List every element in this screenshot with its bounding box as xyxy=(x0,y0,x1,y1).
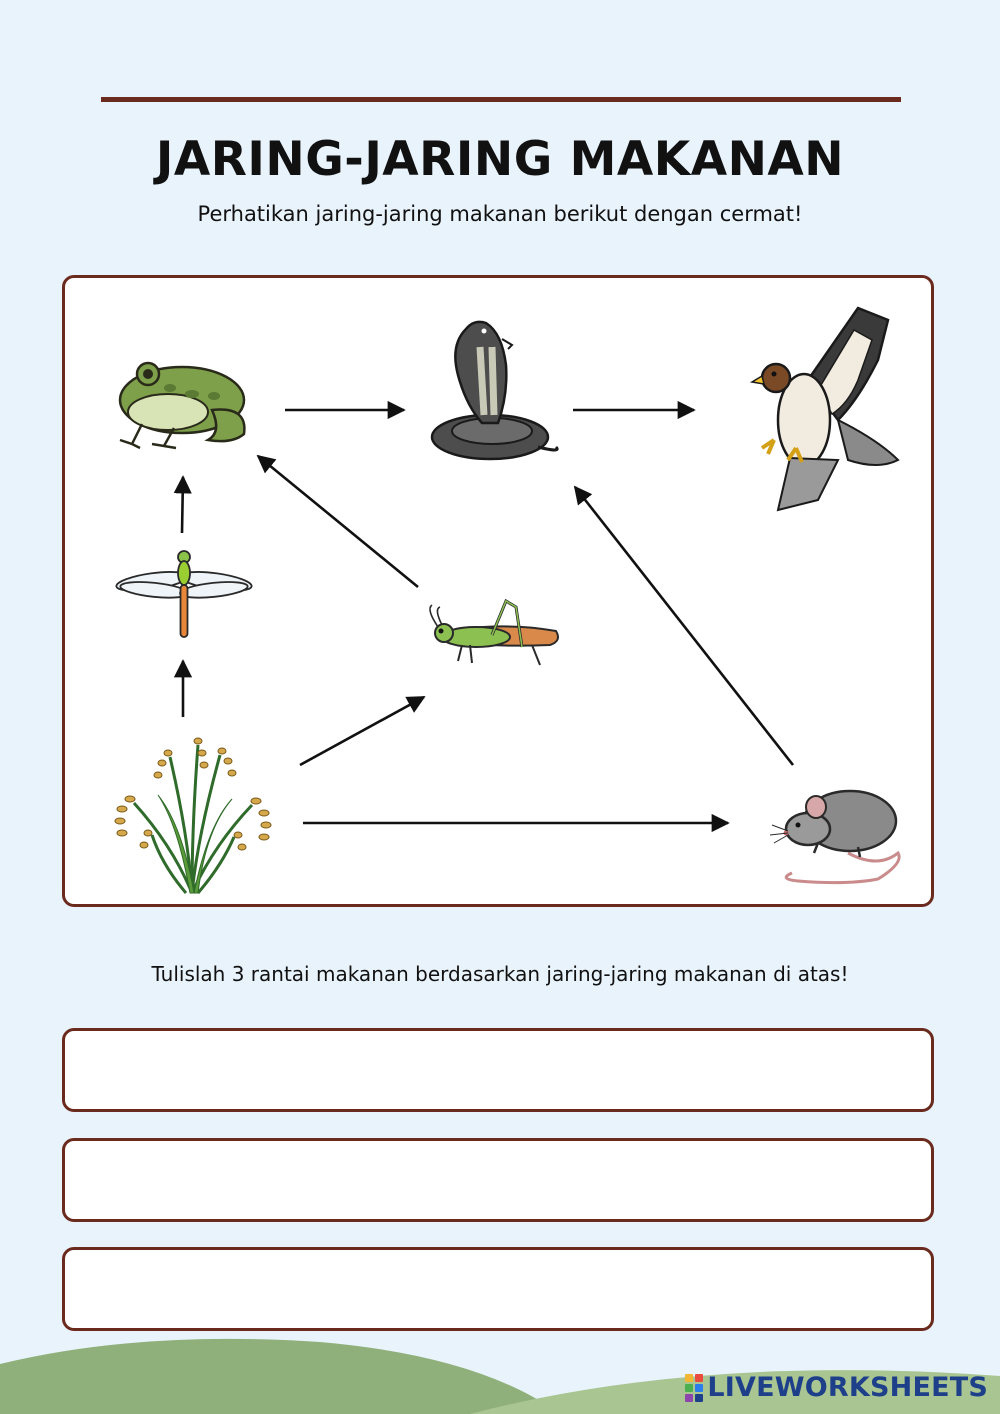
answer-input-2[interactable] xyxy=(65,1141,931,1219)
eagle-icon xyxy=(752,308,898,510)
answer-box-3 xyxy=(62,1247,934,1331)
liveworksheets-logo-icon xyxy=(685,1374,703,1402)
page-subtitle: Perhatikan jaring-jaring makanan berikut dengan cermat! xyxy=(197,202,803,226)
arrow-tikus-to-ular xyxy=(575,487,793,765)
page-title: JARING-JARING MAKANAN xyxy=(155,132,845,187)
frog-icon xyxy=(120,363,244,448)
rice-plant-icon xyxy=(115,738,271,893)
dragonfly-icon xyxy=(115,551,252,637)
rat-icon xyxy=(770,791,899,883)
grasshopper-icon xyxy=(430,601,558,665)
arrow-belalang-to-katak xyxy=(258,456,418,587)
liveworksheets-logo xyxy=(685,1372,988,1403)
food-web-diagram xyxy=(62,275,934,907)
liveworksheets-brand-text: LIVEWORKSHEETS xyxy=(707,1372,988,1403)
arrow-capung-to-katak xyxy=(182,477,183,533)
question-instruction: Tulislah 3 rantai makanan berdasarkan jaring-jaring makanan di atas! xyxy=(151,962,849,986)
cobra-icon xyxy=(432,322,557,459)
answer-box-1 xyxy=(62,1028,934,1112)
arrow-padi-to-belalang xyxy=(300,697,424,765)
top-divider xyxy=(101,97,901,102)
answer-box-2 xyxy=(62,1138,934,1222)
answer-input-3[interactable] xyxy=(65,1250,931,1328)
answer-input-1[interactable] xyxy=(65,1031,931,1109)
